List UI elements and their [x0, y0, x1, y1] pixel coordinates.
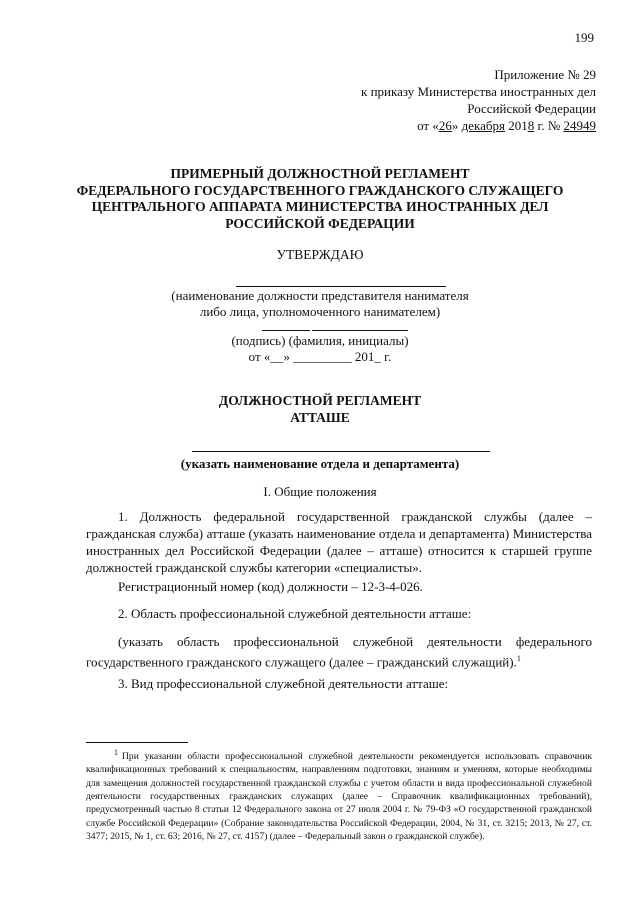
order-year-prefix: 201: [504, 118, 528, 133]
footnote-marker: 1: [114, 748, 118, 757]
department-fill-line: [192, 451, 490, 452]
representative-caption: [40, 288, 600, 320]
signature-line: [262, 330, 310, 331]
paragraph-1: [86, 508, 592, 576]
title-line-1: ПРИМЕРНЫЙ ДОЛЖНОСТНОЙ РЕГЛАМЕНТ: [170, 166, 470, 181]
title-line-3: ЦЕНТРАЛЬНОГО АППАРАТА МИНИСТЕРСТВА ИНОСТРАННЫХ ДЕЛ: [91, 199, 549, 214]
paragraph-1-text: 1. Должность федеральной государственной гражданской службы (далее – гражданская служба) атташе (указать наименование отдела и департамента) Министерства иностранных дел Российской Федерации (далее – атташе) относится к старшей группе должностей гражданской службы категории «специалисты».: [86, 509, 592, 575]
regulation-title-line-2: АТТАШЕ: [290, 410, 350, 425]
appendix-line-1: Приложение № 29: [494, 67, 596, 82]
paragraph-2: 2. Область профессиональной служебной деятельности атташе:: [118, 606, 472, 621]
title-line-2: ФЕДЕРАЛЬНОГО ГОСУДАРСТВЕННОГО ГРАЖДАНСКОГО СЛУЖАЩЕГО: [76, 182, 564, 198]
representative-caption-line-1: (наименование должности представителя нанимателя: [171, 288, 469, 303]
appendix-line-2: к приказу Министерства иностранных дел: [361, 84, 596, 99]
department-caption: (указать наименование отдела и департамента): [180, 456, 460, 471]
order-number-prefix: г. №: [534, 118, 564, 133]
footnote-reference: 1: [516, 654, 521, 663]
title-line-4: РОССИЙСКОЙ ФЕДЕРАЦИИ: [225, 215, 415, 231]
section-heading: I. Общие положения: [263, 484, 377, 499]
representative-caption-line-2: либо лица, уполномоченного нанимателем): [199, 304, 441, 319]
footnote: [86, 746, 592, 843]
paragraph-2-detail-text: (указать область профессиональной служебной деятельности федерального государственного гражданского служащего (далее – гражданский служащий).: [86, 634, 592, 670]
approval-date-line: от «__» _________ 201_ г.: [248, 349, 392, 364]
order-number: 24949: [563, 118, 596, 133]
registration-number-paragraph: Регистрационный номер (код) должности – 12-3-4-026.: [118, 579, 423, 594]
appendix-header: [276, 66, 596, 134]
page-number: 199: [574, 30, 594, 45]
position-signature-line: [236, 286, 446, 287]
paragraph-2-detail: [86, 633, 592, 670]
order-date-prefix: от «: [417, 118, 439, 133]
order-month: декабря: [461, 118, 505, 133]
paragraph-3: 3. Вид профессиональной служебной деятельности атташе:: [118, 676, 449, 691]
approve-label: УТВЕРЖДАЮ: [276, 247, 364, 262]
regulation-title: [40, 392, 600, 426]
order-date-mid: »: [451, 118, 462, 133]
appendix-line-3: Российской Федерации: [467, 101, 596, 116]
order-year-digit: 8: [527, 118, 535, 133]
signature-caption: (подпись) (фамилия, инициалы): [231, 333, 409, 348]
footnote-separator: [86, 742, 188, 743]
regulation-title-line-1: ДОЛЖНОСТНОЙ РЕГЛАМЕНТ: [218, 393, 422, 408]
footnote-text: При указании области профессиональной служебной деятельности рекомендуется использовать справочник квалификационных требований к специальностям, направлениям подготовки, знаниям и умениям, которые необходимы для замещения должностей государственной гражданской службы с учетом области и вида профессиональной служебной деятельности государственных гражданских служащих (далее – Справочник квалификационных требований), предусмотренный частью 8 статьи 12 Федерального закона от 27 июля 2004 г. № 79-ФЗ «О государственной гражданской службе Российской Федерации» (Собрание законодательства Российской Федерации, 2004, № 31, ст. 3215; 2013, № 27, ст. 3477; 2015, № 1, ст. 63; 2016, № 27, ст. 4157) (далее – Федеральный закон о гражданской службе).: [86, 751, 592, 842]
name-line: [312, 330, 408, 331]
document-title: [40, 166, 600, 232]
order-day: 26: [438, 118, 452, 133]
appendix-line-4: [276, 117, 596, 134]
